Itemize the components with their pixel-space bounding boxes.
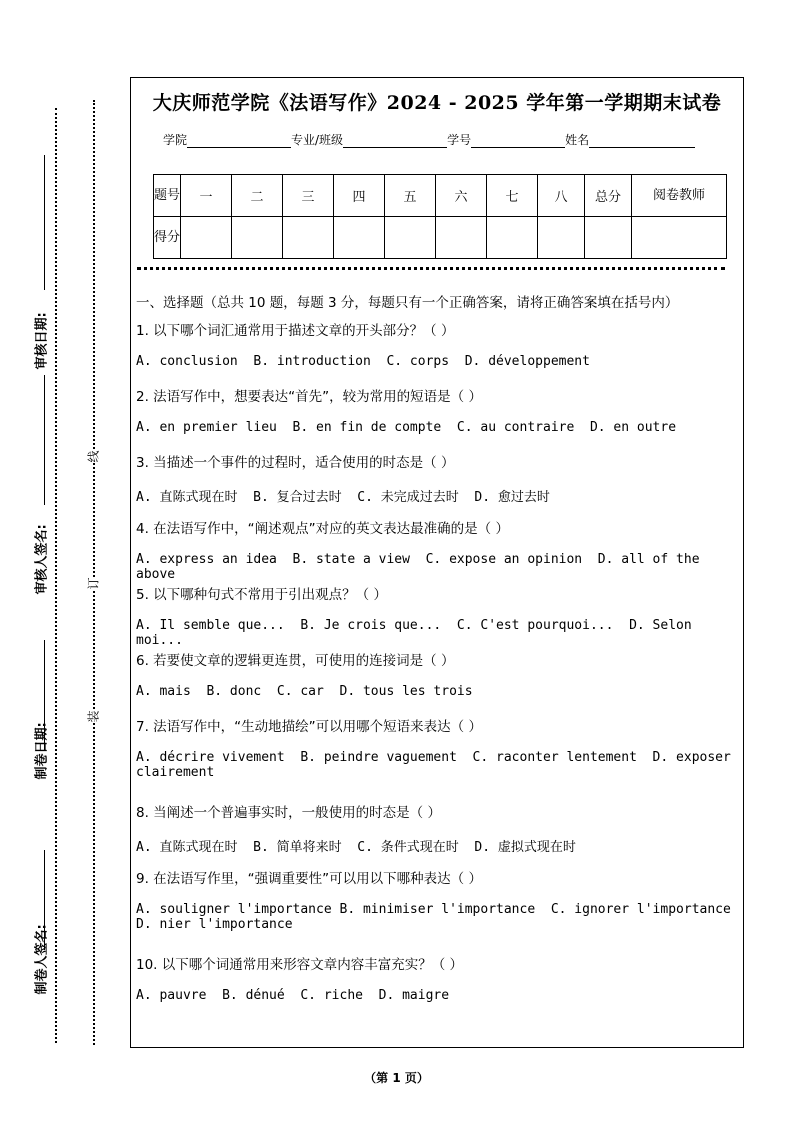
- section-intro: 一、选择题（总共 10 题，每题 3 分，每题只有一个正确答案，请将正确答案填在括号内）: [136, 295, 679, 311]
- margin-label-review-date: 审核日期:: [34, 312, 50, 370]
- question-1: 1. 以下哪个词汇通常用于描述文章的开头部分？（ ）: [136, 323, 455, 339]
- question-8: 8. 当阐述一个普遍事实时，一般使用的时态是（ ）: [136, 805, 441, 821]
- question-5: 5. 以下哪种句式不常用于引出观点？（ ）: [136, 587, 387, 603]
- score-table-row-head-score: 得分: [154, 217, 181, 259]
- question-9: 9. 在法语写作里，“强调重要性”可以用以下哪种表达（ ）: [136, 871, 482, 887]
- margin-label-compiler-signature: 制卷人签名:: [34, 924, 50, 995]
- binding-char-line: 线: [86, 450, 101, 463]
- student-info-row: [163, 131, 695, 148]
- field-blank-student-id[interactable]: [471, 133, 565, 148]
- question-10: 10. 以下哪个词通常用来形容文章内容丰富充实？（ ）: [136, 957, 464, 973]
- exam-frame: [130, 77, 744, 1048]
- score-table-header-row: [154, 175, 727, 217]
- question-6-options: A. mais B. donc C. car D. tous les trois: [136, 684, 473, 699]
- score-col-6: 六: [436, 175, 487, 217]
- exam-title: 大庆师范学院《法语写作》2024 - 2025 学年第一学期期末试卷: [152, 92, 722, 114]
- score-col-total: 总分: [585, 175, 632, 217]
- score-cell-grader[interactable]: [632, 217, 727, 259]
- margin-label-compile-date: 制卷日期:: [34, 722, 50, 780]
- question-10-options: A. pauvre B. dénué C. riche D. maigre: [136, 988, 450, 1003]
- score-col-1: 一: [181, 175, 232, 217]
- field-label-college: 学院: [163, 133, 188, 147]
- question-2-options: A. en premier lieu B. en fin de compte C. au contraire D. en outre: [136, 420, 677, 435]
- question-7: 7. 法语写作中，“生动地描绘”可以用哪个短语来表达（ ）: [136, 719, 482, 735]
- score-cell[interactable]: [334, 217, 385, 259]
- score-table: [153, 174, 727, 259]
- question-5-options: A. Il semble que... B. Je crois que... C. C'est pourquoi... D. Selon moi...: [136, 618, 700, 648]
- score-col-2: 二: [232, 175, 283, 217]
- score-col-3: 三: [283, 175, 334, 217]
- score-table-row-head-question: 题号: [154, 175, 181, 217]
- question-1-options: A. conclusion B. introduction C. corps D. développement: [136, 354, 590, 369]
- binding-char-mount: 装: [86, 710, 101, 723]
- score-col-7: 七: [487, 175, 538, 217]
- margin-dotted-line-inner: [93, 100, 95, 1045]
- field-blank-college[interactable]: [187, 133, 291, 148]
- score-cell-total[interactable]: [585, 217, 632, 259]
- signature-line-2: [44, 375, 45, 505]
- field-label-major-class: 专业/班级: [291, 133, 344, 147]
- score-cell[interactable]: [538, 217, 585, 259]
- field-blank-name[interactable]: [589, 133, 695, 148]
- score-col-5: 五: [385, 175, 436, 217]
- field-label-student-id: 学号: [447, 133, 472, 147]
- question-4: 4. 在法语写作中，“阐述观点”对应的英文表达最准确的是（ ）: [136, 521, 509, 537]
- page-number: （第 1 页）: [364, 1071, 429, 1085]
- field-label-name: 姓名: [565, 133, 590, 147]
- margin-label-reviewer-signature: 审核人签名:: [34, 524, 50, 595]
- question-3: 3. 当描述一个事件的过程时，适合使用的时态是（ ）: [136, 455, 455, 471]
- score-cell[interactable]: [181, 217, 232, 259]
- score-cell[interactable]: [436, 217, 487, 259]
- question-2: 2. 法语写作中，想要表达“首先”，较为常用的短语是（ ）: [136, 389, 482, 405]
- section-multiple-choice: [136, 292, 739, 1021]
- score-cell[interactable]: [385, 217, 436, 259]
- field-blank-major-class[interactable]: [343, 133, 447, 148]
- score-col-8: 八: [538, 175, 585, 217]
- score-col-4: 四: [334, 175, 385, 217]
- question-9-options: A. souligner l'importance B. minimiser l'importance C. ignorer l'importance D. nier l'importance: [136, 902, 739, 932]
- question-6: 6. 若要使文章的逻辑更连贯，可使用的连接词是（ ）: [136, 653, 455, 669]
- score-col-grader: 阅卷教师: [632, 175, 727, 217]
- dotted-separator: [137, 267, 725, 270]
- margin-dotted-line-outer: [55, 108, 57, 1043]
- question-4-options: A. express an idea B. state a view C. expose an opinion D. all of the above: [136, 552, 708, 582]
- signature-line-1: [44, 155, 45, 290]
- score-table-score-row: [154, 217, 727, 259]
- question-3-options: A. 直陈式现在时 B. 复合过去时 C. 未完成过去时 D. 愈过去时: [136, 490, 550, 505]
- question-8-options: A. 直陈式现在时 B. 简单将来时 C. 条件式现在时 D. 虚拟式现在时: [136, 840, 576, 855]
- binding-char-bind: 订: [86, 577, 101, 590]
- score-cell[interactable]: [283, 217, 334, 259]
- score-cell[interactable]: [487, 217, 538, 259]
- score-cell[interactable]: [232, 217, 283, 259]
- question-7-options: A. décrire vivement B. peindre vaguement C. raconter lentement D. exposer clairement: [136, 750, 739, 780]
